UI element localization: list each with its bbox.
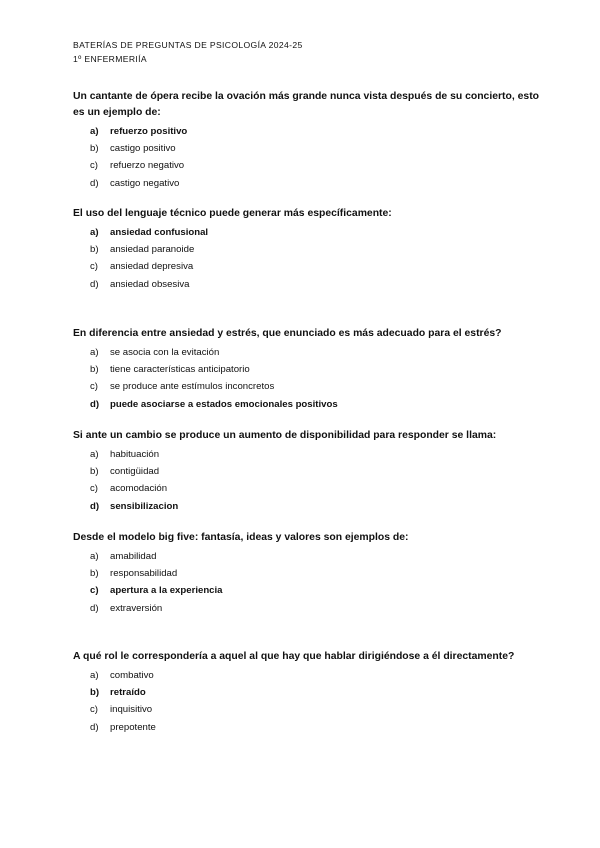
option-text: ansiedad paranoide [110, 244, 195, 256]
option-text: apertura a la experiencia [110, 585, 223, 597]
option-text: castigo negativo [110, 177, 180, 189]
option-b [90, 565, 543, 582]
question-text: En diferencia entre ansiedad y estrés, que enunciado es más adecuado para el estrés? [73, 328, 502, 339]
option-letter: b) [90, 143, 99, 155]
option-b [90, 684, 543, 701]
option-letter: c) [90, 381, 98, 393]
question-6 [73, 649, 543, 736]
option-letter: c) [90, 160, 98, 172]
option-letter: b) [90, 687, 100, 699]
option-c [90, 582, 543, 599]
question-text: A qué rol le correspondería a aquel al que hay que hablar dirigiéndose a él directamente? [73, 651, 515, 662]
option-letter: d) [90, 602, 99, 614]
option-c [90, 378, 543, 395]
header-title: BATERÍAS DE PREGUNTAS DE PSICOLOGÍA 2024-25 [73, 40, 303, 50]
option-list [73, 548, 543, 617]
option-letter: b) [90, 568, 99, 580]
option-b [90, 140, 543, 157]
option-letter: a) [90, 551, 99, 562]
option-c [90, 157, 543, 174]
option-a [90, 446, 543, 463]
option-list [73, 344, 543, 413]
option-text: combativo [110, 670, 154, 681]
option-letter: d) [90, 177, 99, 189]
question-5 [73, 530, 543, 617]
document-header [73, 38, 303, 66]
option-d [90, 498, 543, 515]
option-text: puede asociarse a estados emocionales positivos [110, 398, 338, 410]
option-b [90, 241, 543, 258]
option-text: acomodación [110, 483, 168, 495]
option-text: prepotente [110, 721, 156, 733]
question-1 [73, 89, 543, 192]
option-text: retraído [110, 687, 146, 699]
option-text: extraversión [110, 602, 163, 614]
option-letter: c) [90, 704, 98, 716]
option-text: refuerzo negativo [110, 160, 185, 172]
question-3 [73, 326, 543, 413]
option-letter: d) [90, 721, 99, 733]
option-b [90, 361, 543, 378]
option-a [90, 224, 543, 241]
option-text: castigo positivo [110, 143, 176, 155]
option-letter: c) [90, 483, 98, 495]
option-letter: c) [90, 261, 98, 273]
option-letter: b) [90, 244, 99, 256]
option-text: refuerzo positivo [110, 126, 188, 137]
option-text: se asocia con la evitación [110, 347, 220, 358]
option-text: ansiedad confusional [110, 227, 209, 238]
option-b [90, 463, 543, 480]
option-letter: d) [90, 278, 99, 290]
option-letter: a) [90, 347, 99, 358]
question-2 [73, 206, 543, 293]
option-text: contigüidad [110, 466, 160, 478]
option-d [90, 175, 543, 192]
option-d [90, 600, 543, 617]
option-letter: d) [90, 500, 100, 512]
question-text: Un cantante de ópera recibe la ovación más grande nunca vista después de su concierto, esto es un ejemplo de: [73, 91, 539, 118]
question-text: El uso del lenguaje técnico puede generar más específicamente: [73, 208, 392, 219]
option-a [90, 548, 543, 565]
question-text: Si ante un cambio se produce un aumento de disponibilidad para responder se llama: [73, 430, 497, 441]
option-letter: b) [90, 364, 99, 376]
option-text: ansiedad obsesiva [110, 278, 190, 290]
option-letter: b) [90, 466, 99, 478]
option-text: amabilidad [110, 551, 157, 562]
option-a [90, 123, 543, 140]
option-list [73, 224, 543, 293]
question-text: Desde el modelo big five: fantasía, ideas y valores son ejemplos de: [73, 532, 409, 543]
option-d [90, 719, 543, 736]
option-text: responsabilidad [110, 568, 178, 580]
header-course: 1º ENFERMERIÍA [73, 54, 147, 64]
option-letter: c) [90, 585, 99, 597]
option-text: inquisitivo [110, 704, 153, 716]
option-list [73, 446, 543, 515]
option-c [90, 701, 543, 718]
option-d [90, 396, 543, 413]
option-text: ansiedad depresiva [110, 261, 194, 273]
option-d [90, 276, 543, 293]
option-text: sensibilizacion [110, 500, 179, 512]
option-letter: d) [90, 398, 100, 410]
option-a [90, 667, 543, 684]
option-letter: a) [90, 670, 99, 681]
option-a [90, 344, 543, 361]
option-list [73, 667, 543, 736]
option-list [73, 123, 543, 192]
option-text: se produce ante estímulos inconcretos [110, 381, 275, 393]
option-c [90, 480, 543, 497]
option-text: tiene características anticipatorio [110, 364, 250, 376]
option-letter: a) [90, 227, 99, 238]
option-letter: a) [90, 449, 99, 460]
question-4 [73, 428, 543, 515]
option-text: habituación [110, 449, 160, 460]
option-letter: a) [90, 126, 99, 137]
option-c [90, 258, 543, 275]
